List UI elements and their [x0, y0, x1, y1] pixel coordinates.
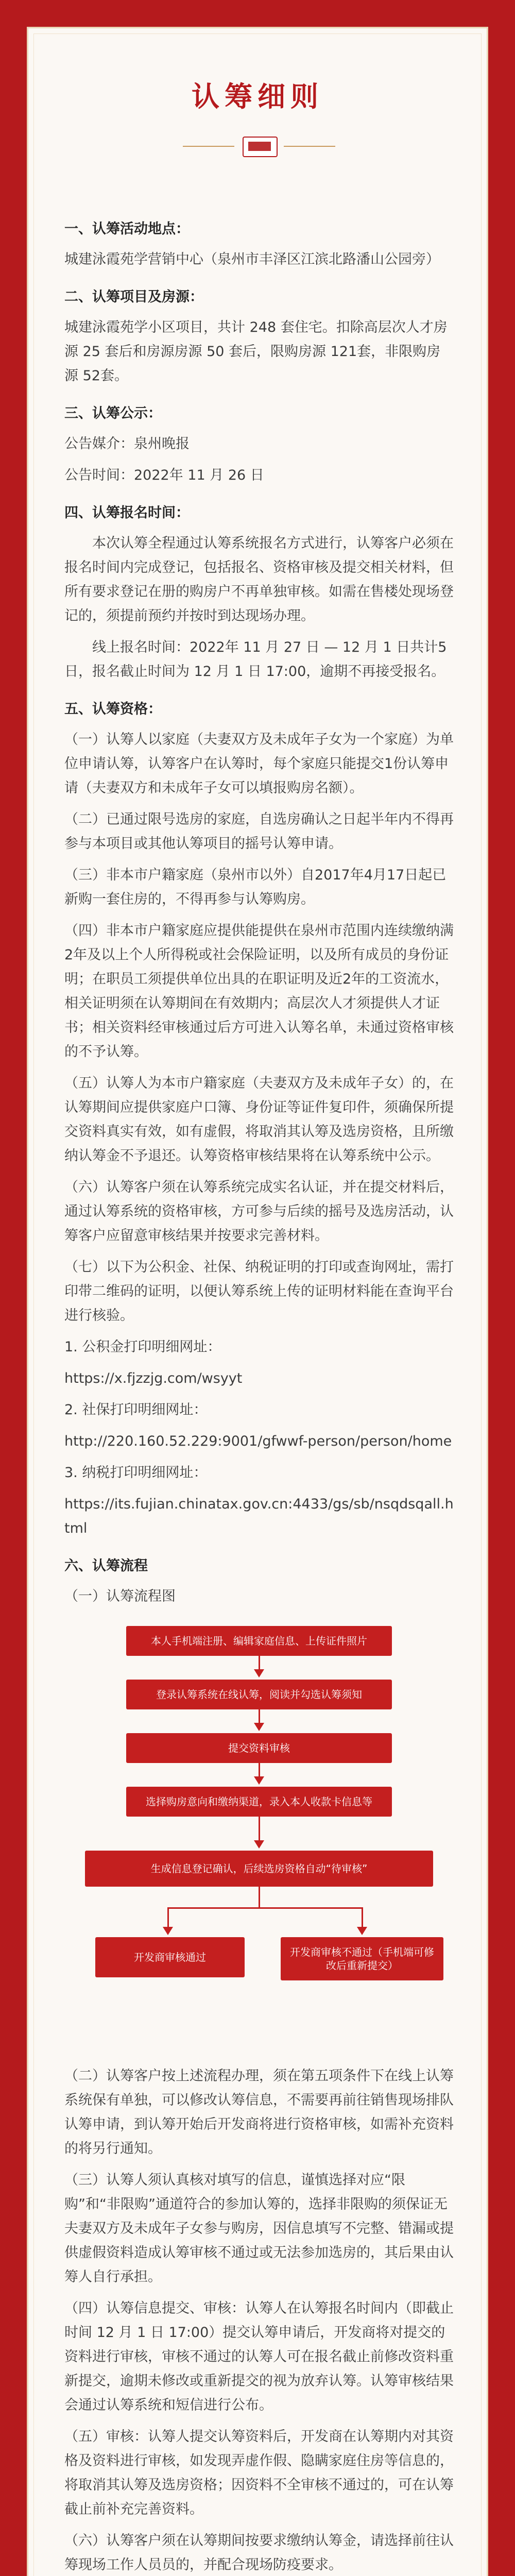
flow-step-submit: 提交资料审核	[126, 1733, 392, 1763]
flow-arrow-icon	[254, 1776, 264, 1785]
flow-branch-line	[167, 1907, 363, 1909]
article-body	[64, 204, 454, 2576]
req-6: （六）认筹客户须在认筹系统完成实名认证，并在提交材料后，通过认筹系统的资格审核，方可参与后续的摇号及选房活动，认筹客户应留意审核结果并按要求完善材料。	[64, 1179, 454, 1244]
flow-connector	[362, 1907, 363, 1928]
heading-project: 二、认筹项目及房源：	[64, 289, 203, 305]
flow-step-pass: 开发商审核通过	[95, 1937, 245, 1977]
content-card	[27, 27, 488, 2576]
req-2: （二）已通过限号选房的家庭，自选房确认之日起半年内不得再参与本项目或其他认筹项目的摇号认筹申请。	[64, 811, 454, 852]
flow-connector	[259, 1709, 260, 1724]
flow-note-5: （六）认筹客户须在认筹期间按要求缴纳认筹金，请选择前往认筹现场工作人员员的，并配合现场防疫要求。	[64, 2533, 454, 2573]
req-5: （五）认筹人为本市户籍家庭（夫妻双方及未成年子女）的，在认筹期间应提供家庭户口簿、身份证等证件复印件，须确保所提交资料真实有效，如有虚假，将取消其认筹及选房资格，且所缴纳认筹金不予退还。认筹资格审核结果将在认筹系统中公示。	[64, 1075, 454, 1164]
heading-requirements: 五、认筹资格：	[64, 701, 162, 717]
url-link-2[interactable]: http://220.160.52.229:9001/gfwwf-person/person/home	[64, 1433, 452, 1449]
flow-note-3: （四）认筹信息提交、审核：认筹人在认筹报名时间内（即截止时间 12 月 1 日 17:00）提交认筹申请后，开发商将对提交的资料进行审核，审核不通过的认筹人可在报名截止前修改资料重新提交，逾期未修改或重新提交的视为放弃认筹。认筹审核结果会通过认筹系统和短信进行公布。	[64, 2300, 454, 2413]
heading-flow: 六、认筹流程	[64, 1558, 148, 1574]
flow-connector	[259, 1817, 260, 1841]
flow-step-login: 登录认筹系统在线认筹，阅读并勾选认筹须知	[126, 1680, 392, 1709]
title-rule-right	[284, 146, 335, 147]
title-ornament-icon	[243, 137, 278, 157]
flow-arrow-icon	[254, 1669, 264, 1677]
url-link-1[interactable]: https://x.fjzzjg.com/wsyyt	[64, 1370, 243, 1386]
title-rule-left	[183, 146, 234, 147]
flow-step-fail: 开发商审核不通过（手机端可修改后重新提交）	[281, 1937, 443, 1980]
publicity-media: 公告媒介：泉州晚报	[64, 436, 190, 452]
flow-connector	[259, 1656, 260, 1670]
flowchart	[64, 1616, 454, 2054]
flow-step-choose: 选择购房意向和缴纳渠道，录入本人收款卡信息等	[126, 1787, 392, 1817]
page-title: 认筹细则	[192, 80, 323, 113]
time-text-1: 本次认筹全程通过认筹系统报名方式进行，认筹客户必须在报名时间内完成登记，包括报名、资格审核及提交相关材料，但所有要求登记在册的购房户不再单独审核。如需在售楼处现场登记的，须提前预约并按时到达现场办理。	[64, 535, 454, 624]
heading-location: 一、认筹活动地点：	[64, 221, 190, 237]
flow-note-4: （五）审核：认筹人提交认筹资料后，开发商在认筹期内对其资格及资料进行审核，如发现弄虚作假、隐瞒家庭住房等信息的，将取消其认筹及选房资格；因资料不全审核不通过的，可在认筹截止前补充完善资料。	[64, 2429, 454, 2517]
req-1: （一）认筹人以家庭（夫妻双方及未成年子女为一个家庭）为单位申请认筹，认筹客户在认筹时，每个家庭只能提交1份认筹申请（夫妻双方和未成年子女可以填报购房名额）。	[64, 732, 454, 796]
time-text-2: 线上报名时间：2022年 11 月 27 日 — 12 月 1 日共计5日，报名截止时间为 12 月 1 日 17:00，逾期不再接受报名。	[64, 639, 447, 680]
flow-step-confirm: 生成信息登记确认，后续选房资格自动“待审核”	[85, 1851, 433, 1887]
flow-connector	[167, 1907, 169, 1928]
req-7: （七）以下为公积金、社保、纳税证明的打印或查询网址，需打印带二维码的证明，以便认筹系统上传的证明材料能在查询平台进行核验。	[64, 1259, 454, 1324]
flow-step-register: 本人手机端注册、编辑家庭信息、上传证件照片	[126, 1626, 392, 1656]
flow-arrow-icon	[163, 1927, 173, 1935]
url-label-2: 2. 社保打印明细网址：	[64, 1402, 208, 1418]
flow-arrow-icon	[357, 1927, 367, 1935]
heading-publicity: 三、认筹公示：	[64, 405, 162, 421]
flow-arrow-icon	[254, 1723, 264, 1731]
publicity-date: 公告时间：2022年 11 月 26 日	[64, 467, 264, 483]
location-text: 城建泳霞苑学营销中心（泉州市丰泽区江滨北路潘山公园旁）	[64, 251, 440, 267]
flow-connector	[259, 1763, 260, 1777]
url-label-3: 3. 纳税打印明细网址：	[64, 1465, 208, 1481]
url-link-3[interactable]: https://its.fujian.chinatax.gov.cn:4433/gs/sb/nsqdsqall.html	[64, 1496, 454, 1536]
url-label-1: 1. 公积金打印明细网址：	[64, 1339, 221, 1355]
flow-note-1: （二）认筹客户按上述流程办理，须在第五项条件下在线上认筹系统保有单独，可以修改认筹信息，不需要再前往销售现场排队认筹申请，到认筹开始后开发商将进行资格审核，如需补充资料的将另行通知。	[64, 2068, 454, 2157]
req-3: （三）非本市户籍家庭（泉州市以外）自2017年4月17日起已新购一套住房的，不得再参与认筹购房。	[64, 867, 447, 907]
req-4: （四）非本市户籍家庭应提供能提供在泉州市范围内连续缴纳满2年及以上个人所得税或社会保险证明，以及所有成员的身份证明；在职员工须提供单位出具的在职证明及近2年的工资流水，相关证明须在认筹期间在有效期内；高层次人才须提供人才证书；相关资料经审核通过后方可进入认筹名单，未通过资格审核的不予认筹。	[64, 923, 454, 1060]
flow-note-2: （三）认筹人须认真核对填写的信息，谨慎选择对应“限购”和“非限购”通道符合的参加认筹的，选择非限购的须保证无夫妻双方及未成年子女参与购房，因信息填写不完整、错漏或提供虚假资料造成认筹审核不通过或无法参加选房的，其后果由认筹人自行承担。	[64, 2172, 454, 2285]
project-text: 城建泳霞苑学小区项目，共计 248 套住宅。扣除高层次人才房源 25 套后和房源房源 50 套后，限购房源 121套，非限购房源 52套。	[64, 319, 448, 384]
flow-connector	[259, 1887, 260, 1907]
heading-time: 四、认筹报名时间：	[64, 505, 190, 521]
flow-subheading: （一）认筹流程图	[64, 1588, 176, 1604]
flow-arrow-icon	[254, 1840, 264, 1849]
